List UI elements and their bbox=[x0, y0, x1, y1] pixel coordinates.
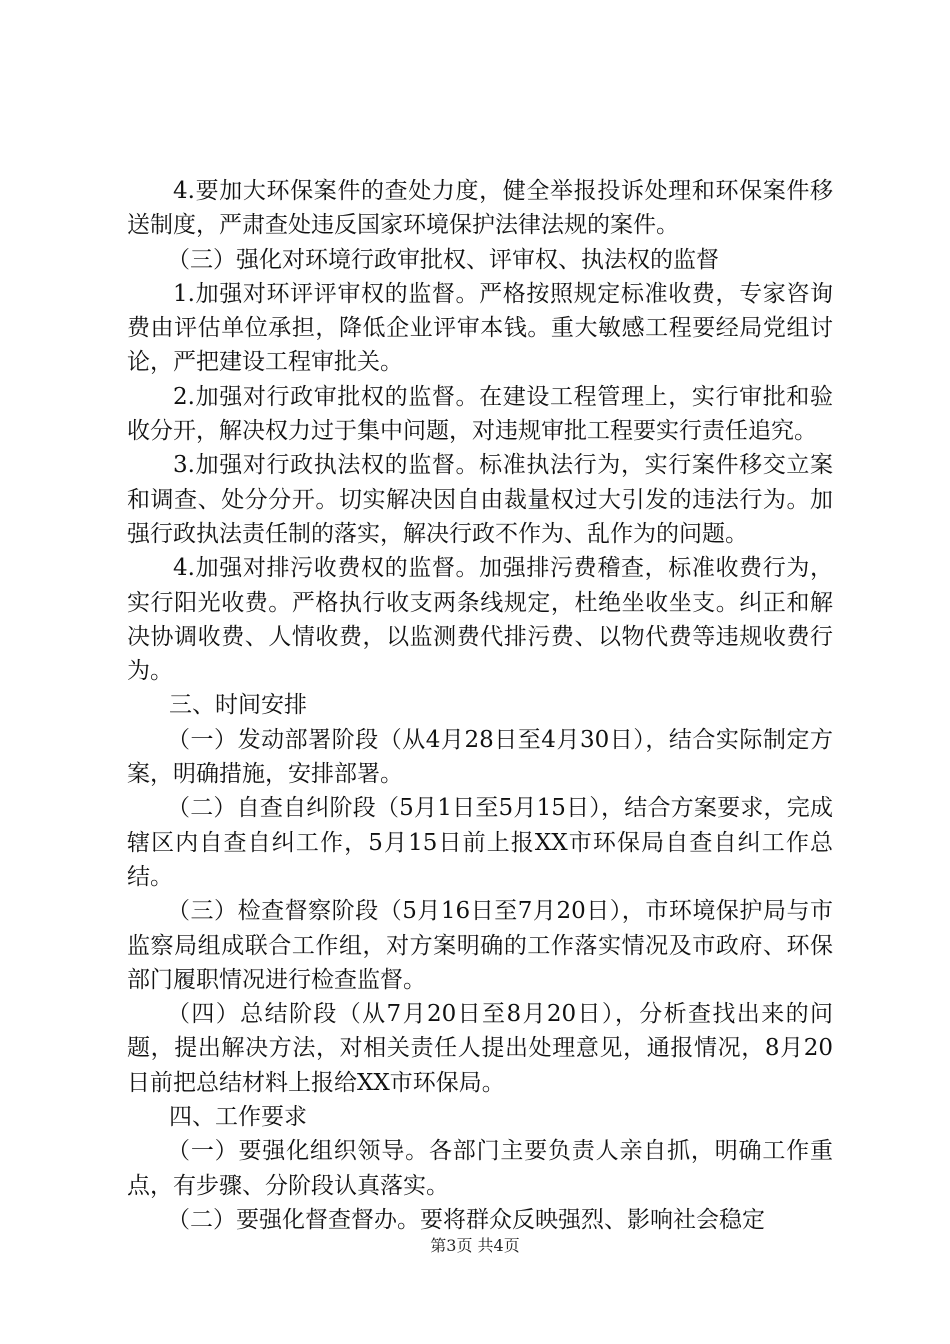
section-heading-supervision: （三）强化对环境行政审批权、评审权、执法权的监督 bbox=[167, 246, 719, 273]
paragraph-phase-deploy: （一）发动部署阶段（从4月28日至4月30日），结合实际制定方案，明确措施，安排部署。 bbox=[127, 726, 833, 788]
paragraph-fee-supervision: 4.加强对排污收费权的监督。加强排污费稽查，标准收费行为，实行阳光收费。严格执行收支两条线规定，杜绝坐收坐支。纠正和解决协调收费、人情收费，以监测费代排污费、以物代费等违规收费行为。 bbox=[127, 555, 833, 685]
paragraph-phase-inspection: （三）检查督察阶段（5月16日至7月20日），市环境保护局与市监察局组成联合工作组，对方案明确的工作落实情况及市政府、环保部门履职情况进行检查监督。 bbox=[127, 898, 833, 993]
paragraph-eia-review-supervision: 1.加强对环评评审权的监督。严格按照规定标准收费，专家咨询费由评估单位承担，降低企业评审本钱。重大敏感工程要经局党组讨论，严把建设工程审批关。 bbox=[127, 280, 833, 376]
section-heading-schedule: 三、时间安排 bbox=[169, 692, 307, 719]
paragraph-enforcement-supervision: 3.加强对行政执法权的监督。标准执法行为，实行案件移交立案和调查、处分分开。切实解决因自由裁量权过大引发的违法行为。加强行政执法责任制的落实，解决行政不作为、乱作为的问题。 bbox=[127, 452, 833, 547]
page-number-footer: 第3页 共4页 bbox=[430, 1236, 520, 1255]
document-body bbox=[127, 174, 833, 1237]
paragraph-requirement-leadership: （一）要强化组织领导。各部门主要负责人亲自抓，明确工作重点，有步骤、分阶段认真落实。 bbox=[127, 1138, 833, 1199]
paragraph-approval-supervision: 2.加强对行政审批权的监督。在建设工程管理上，实行审批和验收分开，解决权力过于集中问题，对违规审批工程要实行责任追究。 bbox=[127, 383, 833, 445]
section-heading-requirements: 四、工作要求 bbox=[169, 1104, 307, 1131]
paragraph-item-4-case-handling: 4.要加大环保案件的查处力度，健全举报投诉处理和环保案件移送制度，严肃查处违反国家环境保护法律法规的案件。 bbox=[127, 178, 833, 239]
paragraph-phase-self-check: （二）自查自纠阶段（5月1日至5月15日），结合方案要求，完成辖区内自查自纠工作，5月15日前上报XX市环保局自查自纠工作总结。 bbox=[127, 795, 833, 890]
paragraph-requirement-supervision: （二）要强化督查督办。要将群众反映强烈、影响社会稳定 bbox=[167, 1206, 765, 1233]
paragraph-phase-summary: （四）总结阶段（从7月20日至8月20日），分析查找出来的问题，提出解决方法，对相关责任人提出处理意见，通报情况，8月20日前把总结材料上报给XX市环保局。 bbox=[127, 1001, 833, 1096]
